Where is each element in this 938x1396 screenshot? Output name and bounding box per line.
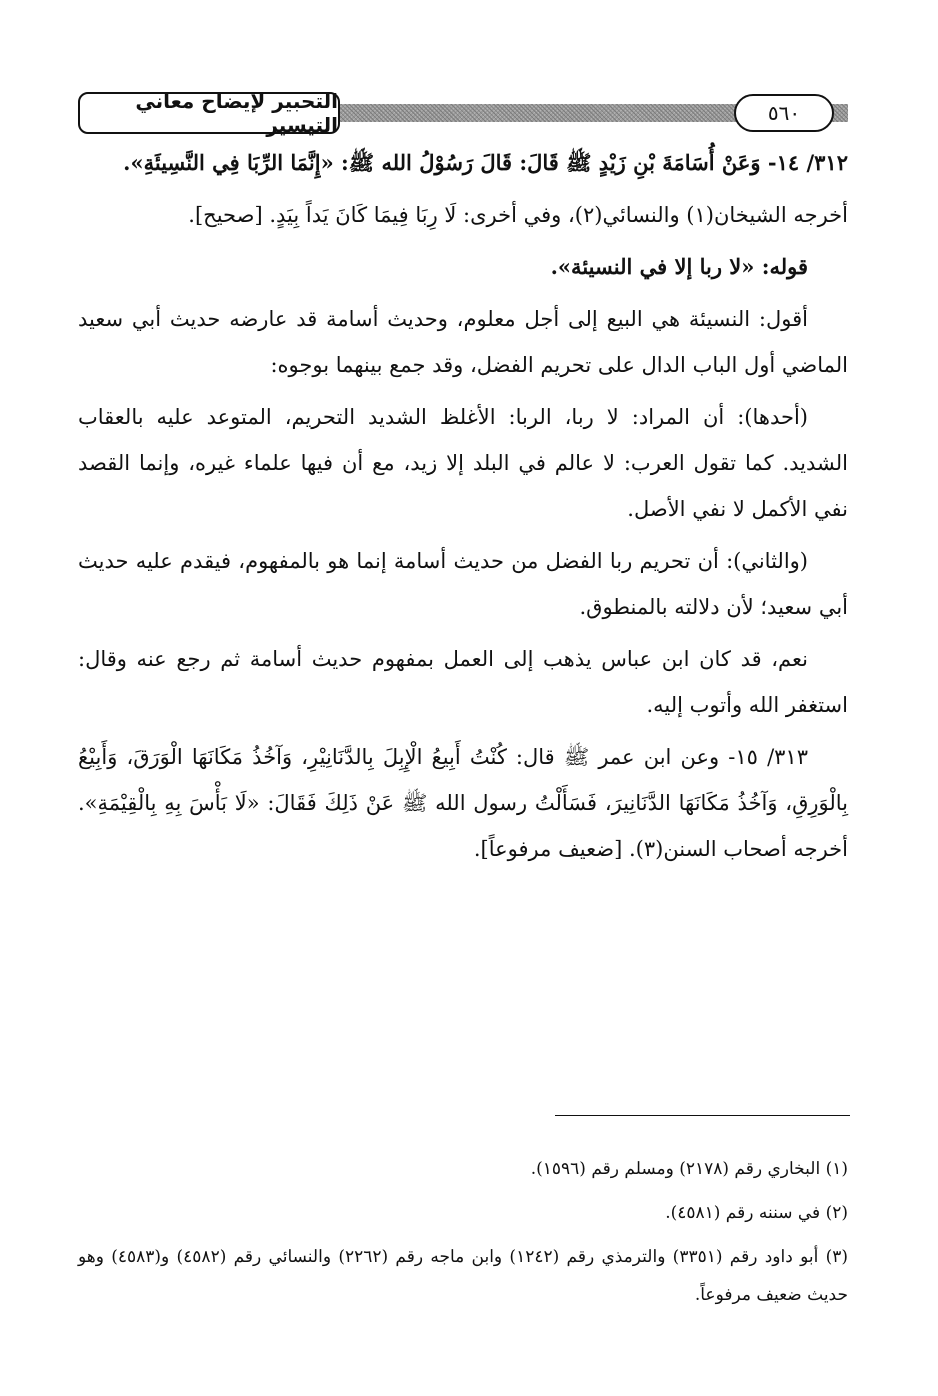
main-text	[78, 140, 848, 878]
footnote-3: (٣) أبو داود رقم (٣٣٥١) والترمذي رقم (١٢٤٢) وابن ماجه رقم (٢٢٦٢) والنسائي رقم (٤٥٨٢) و(٤٥٨٣) وهو حديث ضعيف مرفوعاً.	[78, 1247, 848, 1305]
commentary-heading: قوله: «لا ربا إلا في النسيئة».	[550, 254, 808, 279]
hadith-312: ٣١٢/ ١٤- وَعَنْ أُسَامَةَ بْنِ زَيْدٍ ﷺ قَالَ: قَالَ رَسُوْلُ الله ﷺ: «إِنَّمَا الرِّبَا فِي النَّسِيئَةِ».	[123, 150, 848, 175]
hadith-312-source: أخرجه الشيخان(١) والنسائي(٢)، وفي أخرى: لَا رِبَا فِيمَا كَانَ يَداً بِيَدٍ. [صحيح].	[188, 203, 848, 227]
page-number-frame	[734, 94, 834, 132]
commentary-paragraph: أقول: النسيئة هي البيع إلى أجل معلوم، وحديث أسامة قد عارضه حديث أبي سعيد الماضي أول الباب الدال على تحريم الفضل، وقد جمع بينهما بوجوه:	[78, 307, 848, 377]
footnotes	[78, 1150, 848, 1320]
first-explanation: (أحدها): أن المراد: لا ربا، الربا: الأغلظ الشديد التحريم، المتوعد عليه بالعقاب الشديد. كما تقول العرب: لا عالم في البلد إلا زيد، مع أن فيها علماء غيره، وإنما القصد نفي الأكمل لا نفي الأصل.	[78, 405, 848, 521]
footnote-divider	[555, 1115, 850, 1116]
hadith-313: ٣١٣/ ١٥- وعن ابن عمر ﷺ قال: كُنْتُ أَبِيعُ الْإِبِلَ بِالدَّنَانِيْرِ، وَآخُذُ مَكَانَهَا الْوَرَقَ، وَأَبِيْعُ بِالْوَرِقِ، وَآخُذُ مَكَانَهَا الدَّنَانِيرَ، فَسَأَلْتُ رسول الله ﷺ عَنْ ذَلِكَ فَقَالَ: «لَا بَأْسَ بِهِ بِالْقِيْمَةِ». أخرجه أصحاب السنن(٣). [ضعيف مرفوعاً].	[78, 745, 848, 861]
page-number: ٥٦٠	[767, 101, 801, 125]
book-title: التحبير لإيضاح معاني التيسير	[135, 89, 338, 137]
ibn-abbas-note: نعم، قد كان ابن عباس يذهب إلى العمل بمفهوم حديث أسامة ثم رجع عنه وقال: استغفر الله وأتوب إليه.	[78, 647, 848, 717]
footnote-2: (٢) في سننه رقم (٤٥٨١).	[665, 1203, 848, 1223]
second-explanation: (والثاني): أن تحريم ربا الفضل من حديث أسامة إنما هو بالمفهوم، فيقدم عليه حديث أبي سعيد؛ لأن دلالته بالمنطوق.	[78, 549, 848, 619]
header-title-frame	[78, 89, 340, 137]
footnote-1: (١) البخاري رقم (٢١٧٨) ومسلم رقم (١٥٩٦).	[530, 1159, 848, 1179]
page-header	[78, 89, 848, 138]
